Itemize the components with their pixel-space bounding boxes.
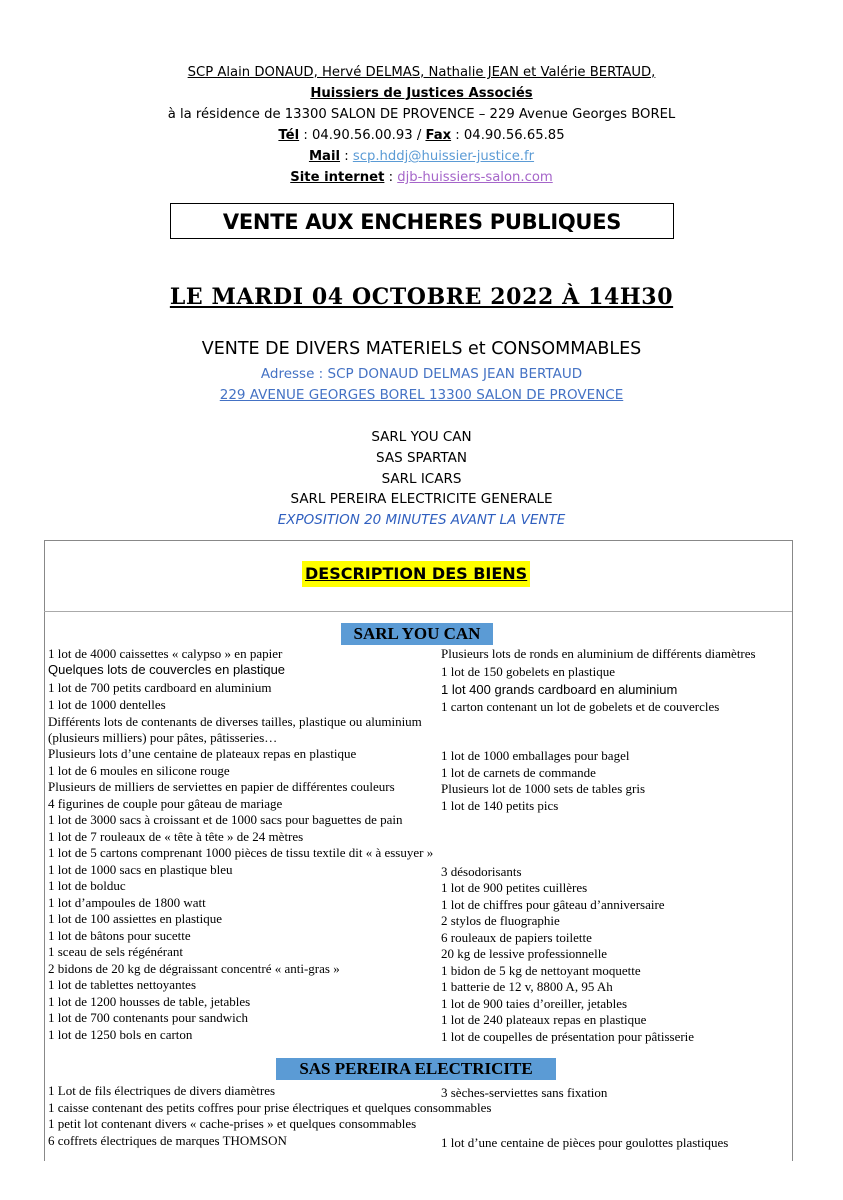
list-item: 1 lot de bolduc xyxy=(48,878,126,893)
list-item: 1 lot de 900 petites cuillères xyxy=(441,880,588,895)
list-item: Quelques lots de couvercles en plastique xyxy=(48,662,286,677)
list-item: 1 lot de 700 contenants pour sandwich xyxy=(48,1010,249,1025)
list-item: 1 lot de 4000 caissettes « calypso » en papier xyxy=(48,646,283,661)
list-item: 1 lot de 1000 sacs en plastique bleu xyxy=(48,862,233,877)
list-item: 20 kg de lessive professionnelle xyxy=(441,946,608,961)
sale-address-line2: 229 AVENUE GEORGES BOREL 13300 SALON DE PROVENCE xyxy=(219,387,624,403)
sale-title: VENTE DE DIVERS MATERIELS et CONSOMMABLES xyxy=(201,339,642,359)
list-item: 1 petit lot contenant divers « cache-prises » et quelques consommables xyxy=(48,1116,417,1131)
list-item: 1 lot de 900 taies d’oreiller, jetables xyxy=(441,996,628,1011)
page-title: VENTE AUX ENCHERES PUBLIQUES xyxy=(170,203,674,239)
firm-subtitle: Huissiers de Justices Associés xyxy=(310,86,533,101)
list-item: 1 lot d’ampoules de 1800 watt xyxy=(48,895,206,910)
list-item: 1 lot 400 grands cardboard en aluminium xyxy=(441,682,678,697)
company-2: SAS SPARTAN xyxy=(376,450,467,466)
phone-fax-line: Tél : 04.90.56.00.93 / Fax : 04.90.56.65.85 xyxy=(278,128,565,143)
company-4: SARL PEREIRA ELECTRICITE GENERALE xyxy=(290,491,553,507)
sale-date: LE MARDI 04 OCTOBRE 2022 À 14H30 xyxy=(169,284,674,310)
list-item: 1 lot de 3000 sacs à croissant et de 1000 sacs pour baguettes de pain xyxy=(48,812,403,827)
list-item: 1 lot de 150 gobelets en plastique xyxy=(441,664,616,679)
list-item: 1 lot de 1000 dentelles xyxy=(48,697,166,712)
list-item: 1 lot de bâtons pour sucette xyxy=(48,928,191,943)
company-3: SARL ICARS xyxy=(381,471,462,487)
firm-name: SCP Alain DONAUD, Hervé DELMAS, Nathalie JEAN et Valérie BERTAUD, xyxy=(187,65,656,80)
exposition-note: EXPOSITION 20 MINUTES AVANT LA VENTE xyxy=(277,512,566,528)
website-link[interactable]: djb-huissiers-salon.com xyxy=(397,170,553,185)
list-item: 1 lot de 240 plateaux repas en plastique xyxy=(441,1012,647,1027)
list-item: 1 sceau de sels régénérant xyxy=(48,944,183,959)
list-item: Plusieurs de milliers de serviettes en papier de différentes couleurs xyxy=(48,779,395,794)
list-item: 1 lot d’une centaine de pièces pour goulottes plastiques xyxy=(441,1135,729,1150)
list-item: 1 lot de 100 assiettes en plastique xyxy=(48,911,223,926)
list-item: 1 lot de 1200 housses de table, jetables xyxy=(48,994,251,1009)
website-line: Site internet : djb-huissiers-salon.com xyxy=(290,170,553,185)
list-item: Différents lots de contenants de diverses tailles, plastique ou aluminium xyxy=(48,714,422,729)
list-item: 1 Lot de fils électriques de divers diamètres xyxy=(48,1083,276,1098)
list-item: 3 désodorisants xyxy=(441,864,522,879)
list-item: Plusieurs lots de ronds en aluminium de différents diamètres xyxy=(441,646,756,661)
list-item: 1 lot de 7 rouleaux de « tête à tête » de 24 mètres xyxy=(48,829,304,844)
list-item: 2 stylos de fluographie xyxy=(441,913,560,928)
list-item: 1 lot de 1000 emballages pour bagel xyxy=(441,748,630,763)
company-1: SARL YOU CAN xyxy=(371,429,472,445)
list-item: Plusieurs lots d’une centaine de plateaux repas en plastique xyxy=(48,746,357,761)
list-item: 1 caisse contenant des petits coffres pour prise électriques et quelques consommables xyxy=(48,1100,492,1115)
sale-address-line1: Adresse : SCP DONAUD DELMAS JEAN BERTAUD xyxy=(260,366,583,382)
list-item: 3 sèches-serviettes sans fixation xyxy=(441,1085,608,1100)
list-item: 1 lot de 6 moules en silicone rouge xyxy=(48,763,230,778)
mail-link[interactable]: scp.hddj@huissier-justice.fr xyxy=(352,149,535,164)
list-item: 1 lot de carnets de commande xyxy=(441,765,596,780)
section-heading-you-can: SARL YOU CAN xyxy=(341,623,493,645)
list-item: 1 lot de chiffres pour gâteau d’anniversaire xyxy=(441,897,665,912)
list-item: 4 figurines de couple pour gâteau de mariage xyxy=(48,796,283,811)
list-item: 1 lot de 1250 bols en carton xyxy=(48,1027,193,1042)
list-item: 1 lot de 140 petits pics xyxy=(441,798,559,813)
section-heading-pereira: SAS PEREIRA ELECTRICITE xyxy=(276,1058,556,1080)
description-heading: DESCRIPTION DES BIENS xyxy=(302,561,530,587)
list-item: (plusieurs milliers) pour pâtes, pâtisseries… xyxy=(48,730,278,745)
list-item: 2 bidons de 20 kg de dégraissant concentré « anti-gras » xyxy=(48,961,340,976)
list-item: Plusieurs lot de 1000 sets de tables gris xyxy=(441,781,646,796)
list-item: 1 lot de 700 petits cardboard en aluminium xyxy=(48,680,272,695)
divider xyxy=(44,611,792,612)
list-item: 1 bidon de 5 kg de nettoyant moquette xyxy=(441,963,641,978)
list-item: 6 coffrets électriques de marques THOMSON xyxy=(48,1133,287,1148)
list-item: 6 rouleaux de papiers toilette xyxy=(441,930,592,945)
mail-line: Mail : scp.hddj@huissier-justice.fr xyxy=(308,149,535,164)
firm-address: à la résidence de 13300 SALON DE PROVENCE – 229 Avenue Georges BOREL xyxy=(167,107,676,122)
list-item: 1 lot de 5 cartons comprenant 1000 pièces de tissu textile dit « à essuyer » xyxy=(48,845,434,860)
list-item: 1 lot de tablettes nettoyantes xyxy=(48,977,197,992)
list-item: 1 lot de coupelles de présentation pour pâtisserie xyxy=(441,1029,695,1044)
list-item: 1 carton contenant un lot de gobelets et de couvercles xyxy=(441,699,720,714)
list-item: 1 batterie de 12 v, 8800 A, 95 Ah xyxy=(441,979,613,994)
